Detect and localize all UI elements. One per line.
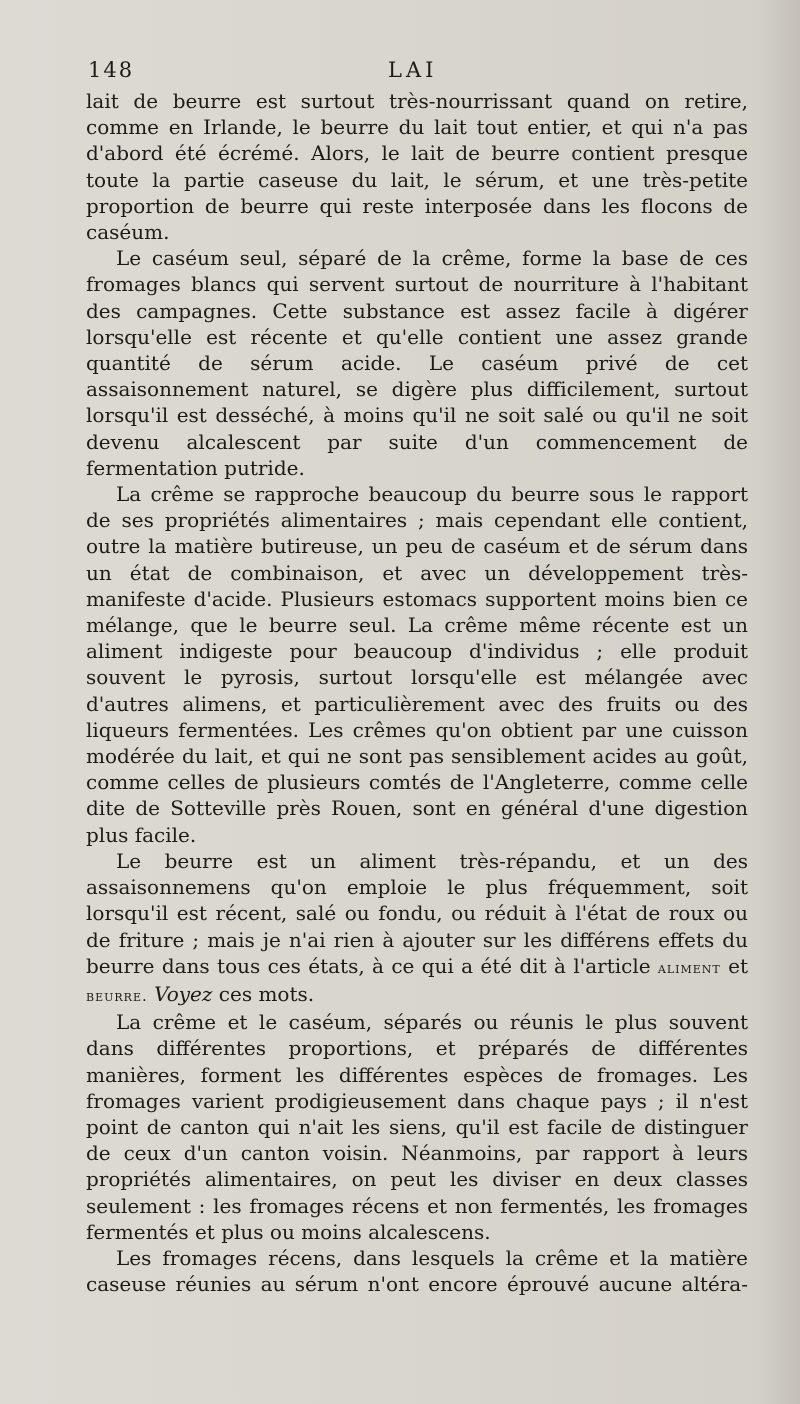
paragraph-5: La crême et le caséum, séparés ou réunis le plus souvent dans différentes proportions, et préparés de différentes manières, forment les différentes espèces de fromages. Les fromages varient prodigieusement dans chaque pays ; il n'est point de canton qui n'ait les siens, qu'il est facile de distinguer de ceux d'un canton voisin. Néanmoins, par rapport à leurs propriétés alimentaires, on peut les diviser en deux classes seulement : les fromages récens et non fermentés, les fromages fermentés et plus ou moins alcalescens. <box>86 1010 748 1244</box>
paragraph-6: Les fromages récens, dans lesquels la crême et la matière caseuse réunies au sérum n'ont encore éprouvé aucune altéra- <box>86 1245 748 1297</box>
article-ref-beurre: beurre. <box>86 986 148 1005</box>
paragraph-1: lait de beurre est surtout très-nourrissant quand on retire, comme en Irlande, le beurre du lait tout entier, et qui n'a pas d'abord été écrémé. Alors, le lait de beurre contient presque toute la partie caseuse du lait, le sérum, et une très-petite proportion de beurre qui reste interposée dans les flocons de caséum. <box>86 89 748 245</box>
paragraph-2: Le caséum seul, séparé de la crême, forme la base de ces fromages blancs qui servent surtout de nourriture à l'habitant des campagnes. Cette substance est assez facile à digérer lorsqu'elle est récente et qu'elle contient une assez grande quantité de sérum acide. Le caséum privé de cet assaisonnement naturel, se digère plus difficilement, surtout lorsqu'il est desséché, à moins qu'il ne soit salé ou qu'il ne soit devenu alcalescent par suite d'un commencement de fermentation putride. <box>86 246 748 480</box>
page-header <box>88 58 748 88</box>
paragraph-4 <box>86 848 748 1009</box>
article-ref-aliment: aliment <box>657 958 721 977</box>
see-reference: Voyez <box>154 981 213 1006</box>
paragraph-4-text-after: ces mots. <box>212 981 315 1006</box>
paragraph-3: La crême se rapproche beaucoup du beurre sous le rapport de ses propriétés alimentaires ; mais cependant elle contient, outre la matière butireuse, un peu de caséum et de sérum dans un état de combinaison, et avec un développement très-manifeste d'acide. Plusieurs estomacs supportent moins bien ce mélange, que le beurre seul. La crême même récente est un aliment indigeste pour beaucoup d'individus ; elle produit souvent le pyrosis, surtout lorsqu'elle est mélangée avec d'autres alimens, et particulièrement avec des fruits ou des liqueurs fermentées. Les crêmes qu'on obtient par une cuisson modérée du lait, et qui ne sont pas sensiblement acides au goût, comme celles de plusieurs comtés de l'Angleterre, comme celle dite de Sotteville près Rouen, sont en général d'une digestion plus facile. <box>86 482 748 847</box>
paragraph-4-text-before: Le beurre est un aliment très-répandu, et un des assaisonnemens qu'on emploie le plus fréquemment, soit lorsqu'il est récent, salé ou fondu, ou réduit à l'état de roux ou de friture ; mais je n'ai rien à ajouter sur les différens effets du beurre dans tous ces états, à ce qui a été dit à l'article <box>86 848 748 978</box>
paragraph-4-text-mid: et <box>720 953 749 978</box>
page-number: 148 <box>88 58 135 82</box>
running-head: LAI <box>388 58 438 82</box>
page-spine-shadow <box>758 0 800 1404</box>
body-text <box>86 88 748 1297</box>
